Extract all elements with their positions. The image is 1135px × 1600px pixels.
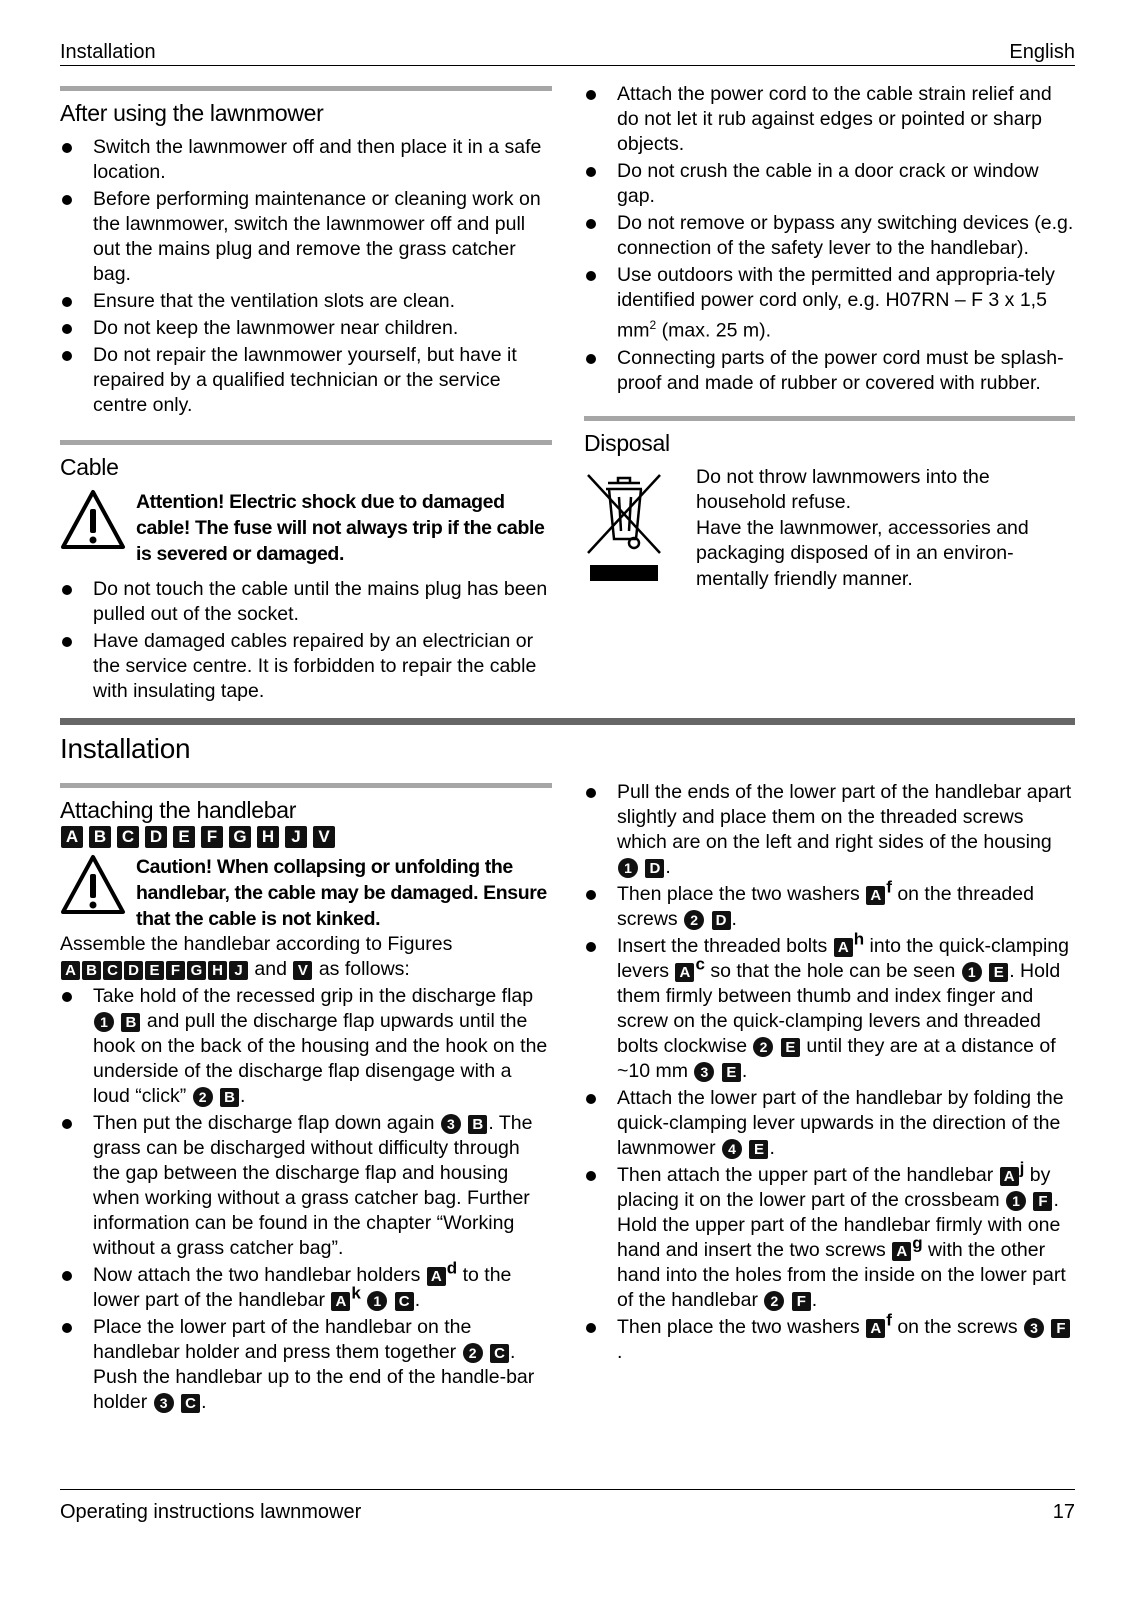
step-number: 4 <box>722 1139 742 1159</box>
step-text: Push the handlebar up to the end of the handle-bar holder <box>93 1366 535 1413</box>
list-item: Attach the power cord to the cable strain relief and do not let it rub against edges or pointed or sharp objects. <box>584 82 1075 157</box>
punct: . <box>617 1341 623 1363</box>
figure-ref: B <box>89 826 111 848</box>
header-section-label: Installation <box>60 41 156 63</box>
list-item <box>584 780 1075 880</box>
disposal-block <box>584 465 1075 593</box>
handlebar-steps-left <box>60 984 552 1415</box>
step-number: 2 <box>684 910 704 930</box>
part-letter: k <box>351 1283 361 1303</box>
list-item: Switch the lawnmower off and then place it in a safe location. <box>60 135 552 185</box>
step-number: 2 <box>463 1343 483 1363</box>
section-bar <box>584 416 1075 421</box>
after-use-list <box>60 135 552 418</box>
list-item: Do not repair the lawnmower yourself, but have it repaired by a qualified technician or the service centre only. <box>60 343 552 418</box>
step-text: Now attach the two handlebar holders <box>93 1264 421 1286</box>
superscript: 2 <box>649 318 657 332</box>
figure-ref: G <box>187 961 206 980</box>
handlebar-caution-text: Caution! When collapsing or unfolding the handlebar, the cable may be damaged. Ensure that the cable is not kinked. <box>136 856 547 930</box>
step-number: 2 <box>764 1291 784 1311</box>
figure-ref: A <box>1000 1167 1019 1186</box>
step-number: 3 <box>441 1114 461 1134</box>
punct: . <box>741 1060 748 1082</box>
list-item <box>60 984 552 1109</box>
step-text: Then place the two washers <box>617 1316 860 1338</box>
installation-title: Installation <box>60 733 191 764</box>
header-rule <box>60 65 1075 66</box>
step-text: to the lower part of the handlebar <box>93 1264 512 1311</box>
punct: . <box>488 1112 494 1134</box>
figure-ref: B <box>468 1115 487 1134</box>
step-text: . Hold them firmly between thumb and index finger and screw on the quick-clamping levers and threaded bolts clockwise <box>617 960 1061 1057</box>
list-item: Have damaged cables repaired by an electrician or the service centre. It is forbidden to repair the cable with insulating tape. <box>60 629 552 704</box>
section-bar <box>60 440 552 445</box>
figure-ref: H <box>208 961 227 980</box>
figure-ref: F <box>1051 1319 1070 1338</box>
list-item <box>584 929 1075 1084</box>
step-number: 1 <box>1006 1191 1026 1211</box>
list-item <box>60 1258 552 1313</box>
step-text: Pull the ends of the lower part of the handlebar apart slightly and place them on the threaded screws which are on the left and right sides of the housing <box>617 781 1072 853</box>
footer-rule <box>60 1489 1075 1490</box>
figure-ref: A <box>675 963 694 982</box>
disposal-icon-wrap <box>584 465 696 593</box>
step-number: 1 <box>94 1012 114 1032</box>
figure-ref: J <box>229 961 248 980</box>
punct: . <box>201 1391 207 1413</box>
cable-list <box>60 577 552 704</box>
power-cord-length: (max. 25 m). <box>656 319 772 342</box>
list-item <box>584 263 1075 344</box>
cable-continued <box>584 82 1075 592</box>
step-number: 3 <box>1024 1318 1044 1338</box>
part-letter: f <box>886 1310 892 1330</box>
header-language: English <box>1009 41 1075 63</box>
part-letter: c <box>695 954 705 974</box>
list-item: Ensure that the ventilation slots are clean. <box>60 289 552 314</box>
figure-ref: A <box>427 1267 446 1286</box>
step-text: on the threaded screws <box>617 883 1034 930</box>
punct: . <box>665 856 671 878</box>
intro-and: and <box>254 958 287 980</box>
cable-list-continued <box>584 82 1075 396</box>
cable-title: Cable <box>60 454 119 480</box>
step-number: 3 <box>694 1062 714 1082</box>
list-item: Do not remove or bypass any switching devices (e.g. connection of the safety lever to the handlebar). <box>584 211 1075 261</box>
punct: . <box>240 1085 246 1107</box>
section-bar <box>60 86 552 91</box>
list-item: Do not crush the cable in a door crack or window gap. <box>584 159 1075 209</box>
list-item <box>584 1086 1075 1161</box>
list-item: Before performing maintenance or cleaning work on the lawnmower, switch the lawnmower off and pull out the mains plug and remove the grass catcher bag. <box>60 187 552 287</box>
warning-triangle-icon <box>60 854 126 916</box>
figure-ref: B <box>121 1013 140 1032</box>
crossed-bin-icon <box>584 465 664 585</box>
cable-warning-text: Attention! Electric shock due to damaged cable! The fuse will not always trip if the cable is severed or damaged. <box>136 491 545 565</box>
figure-ref: D <box>712 911 731 930</box>
figure-ref: F <box>201 826 223 848</box>
figure-ref: A <box>331 1292 350 1311</box>
step-number: 2 <box>193 1087 213 1107</box>
step-text: by placing it on the lower part of the crossbeam <box>617 1164 1051 1211</box>
figure-ref: A <box>866 886 885 905</box>
step-text: Then put the discharge flap down again <box>93 1112 435 1134</box>
step-text: on the screws <box>897 1316 1018 1338</box>
list-item <box>60 1111 552 1261</box>
part-letter: g <box>912 1233 923 1253</box>
step-text: Place the lower part of the handlebar on the handlebar holder and press them together <box>93 1316 472 1363</box>
figure-ref: B <box>220 1088 239 1107</box>
step-text: and pull the discharge flap upwards until the hook on the back of the housing and the hook on the underside of the discharge flap disengage with a loud “click” <box>93 1010 548 1107</box>
punct: . <box>811 1289 818 1311</box>
after-use-title: After using the lawnmower <box>60 100 324 126</box>
figure-ref: C <box>490 1344 509 1363</box>
figure-ref: E <box>145 961 164 980</box>
disposal-text-line: Have the lawnmower, accessories and packaging disposed of in an environ-mentally friendly manner. <box>696 516 1029 590</box>
figure-ref: E <box>722 1063 741 1082</box>
handlebar-caution <box>60 854 552 932</box>
figure-ref: A <box>834 938 853 957</box>
figure-ref: V <box>313 826 335 848</box>
punct: . <box>731 908 737 930</box>
step-text: Then place the two washers <box>617 883 860 905</box>
figure-ref: A <box>61 826 83 848</box>
list-item: Connecting parts of the power cord must be splash-proof and made of rubber or covered with rubber. <box>584 346 1075 396</box>
part-letter: j <box>1019 1158 1025 1178</box>
figure-ref: E <box>989 963 1008 982</box>
figure-ref: F <box>1033 1192 1052 1211</box>
step-number: 2 <box>753 1037 773 1057</box>
part-letter: f <box>886 877 892 897</box>
step-number: 3 <box>154 1393 174 1413</box>
figure-ref: F <box>792 1292 811 1311</box>
handlebar-steps-right <box>584 780 1075 1365</box>
handlebar-steps-right-col <box>584 780 1075 1367</box>
step-text: Insert the threaded bolts <box>617 935 828 957</box>
step-number: 1 <box>618 858 638 878</box>
figure-ref: D <box>145 826 167 848</box>
intro-tail: as follows: <box>318 958 410 980</box>
installation-bar <box>60 718 1075 725</box>
figure-ref: H <box>257 826 279 848</box>
figure-ref: E <box>749 1140 768 1159</box>
figure-ref: D <box>645 859 664 878</box>
figure-ref: E <box>173 826 195 848</box>
figure-ref: J <box>285 826 307 848</box>
step-text: The grass can be discharged without difficulty through the gap between the discharge flap and housing when working without a grass catcher bag. Further information can be found in the chapter “Working without a grass catcher bag”. <box>93 1112 533 1259</box>
handlebar-intro <box>60 932 552 982</box>
footer-document-title: Operating instructions lawnmower <box>60 1501 362 1523</box>
intro-text: Assemble the handlebar according to Figures <box>60 933 453 955</box>
punct: . <box>510 1341 516 1363</box>
step-text: so that the hole can be seen <box>710 960 956 982</box>
step-text: Attach the lower part of the handlebar by folding the quick-clamping lever upwards in the direction of the lawnmower <box>617 1087 1064 1159</box>
disposal-text-line: Do not throw lawnmowers into the household refuse. <box>696 465 990 513</box>
figure-ref: C <box>103 961 122 980</box>
step-text: with the other hand into the holes from the inside on the lower part of the handlebar <box>617 1239 1066 1311</box>
figure-ref: G <box>229 826 251 848</box>
list-item <box>584 1310 1075 1365</box>
section-bar <box>60 783 552 788</box>
after-use-section <box>60 86 552 706</box>
part-letter: d <box>446 1258 458 1278</box>
list-item: Do not touch the cable until the mains plug has been pulled out of the socket. <box>60 577 552 627</box>
figure-ref: B <box>82 961 101 980</box>
figure-ref: A <box>892 1242 911 1261</box>
part-letter: h <box>853 929 865 949</box>
handlebar-section <box>60 783 552 1417</box>
handlebar-title: Attaching the handlebar <box>60 797 297 823</box>
step-text: . Hold the upper part of the handlebar firmly with one hand and insert the two screws <box>617 1189 1061 1261</box>
page-number: 17 <box>1052 1501 1075 1523</box>
punct: . <box>414 1289 421 1311</box>
power-cord-spec: Use outdoors with the permitted and appropria-tely identified power cord only, e.g. H07RN – F 3 x 1,5 mm <box>617 264 1055 342</box>
step-text: until they are at a distance of ~10 mm <box>617 1035 1056 1082</box>
disposal-text <box>696 465 1075 593</box>
figure-ref: V <box>293 961 312 980</box>
step-text: into the quick-clamping levers <box>617 935 1069 982</box>
cable-warning <box>60 489 552 567</box>
list-item <box>60 1315 552 1415</box>
step-number: 1 <box>962 962 982 982</box>
figure-ref: E <box>781 1038 800 1057</box>
figure-ref: C <box>181 1394 200 1413</box>
figure-ref: C <box>117 826 139 848</box>
figure-ref: A <box>866 1319 885 1338</box>
warning-triangle-icon <box>60 489 126 551</box>
figure-ref: D <box>124 961 143 980</box>
step-number: 1 <box>367 1291 387 1311</box>
punct: . <box>769 1137 775 1159</box>
list-item: Do not keep the lawnmower near children. <box>60 316 552 341</box>
figure-ref: A <box>61 961 80 980</box>
list-item <box>584 877 1075 932</box>
figure-ref: C <box>395 1292 414 1311</box>
step-text: Take hold of the recessed grip in the discharge flap <box>93 985 534 1007</box>
list-item <box>584 1158 1075 1313</box>
step-text: Then attach the upper part of the handlebar <box>617 1164 994 1186</box>
figure-ref: F <box>166 961 185 980</box>
figure-references <box>60 826 552 848</box>
disposal-title: Disposal <box>584 429 670 456</box>
